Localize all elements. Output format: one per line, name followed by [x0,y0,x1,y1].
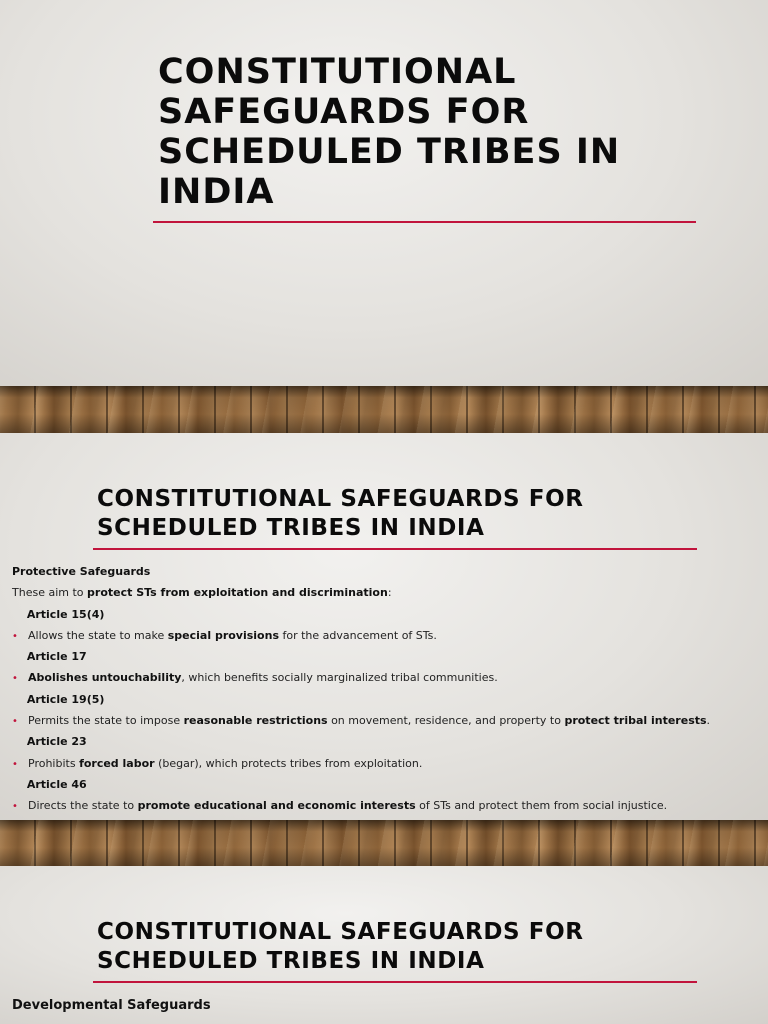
slide-3-title: CONSTITUTIONAL SAFEGUARDS FOR SCHEDULED TRIBES IN INDIA [97,919,584,974]
article-bullet: • Prohibits forced labor (begar), which protects tribes from exploitation. [12,753,752,774]
bullet-icon: • [12,673,18,685]
article-heading: Article 23 [26,735,87,749]
bullet-icon: • [12,758,18,770]
bullet-icon: • [12,630,18,642]
article-bullet: • Permits the state to impose reasonable restrictions on movement, residence, and property to protect tribal interests. [12,710,752,731]
slide-2 [0,433,768,820]
section-heading: Protective Safeguards [12,565,151,578]
article-bullet: • Directs the state to promote educational and economic interests of STs and protect them from social injustice. [12,795,752,816]
wood-floor-divider [0,820,768,866]
article-bullet: • Abolishes untouchability, which benefits socially marginalized tribal communities. [12,667,752,688]
slide-1-title: CONSTITUTIONAL SAFEGUARDS FOR SCHEDULED TRIBES IN INDIA [158,52,621,212]
article-heading: Article 17 [26,650,87,664]
wood-floor-divider [0,386,768,433]
slide-2-title-rule [93,548,697,550]
article-heading: Article 15(4) [26,607,105,621]
article-heading: Article 19(5) [26,692,105,706]
slide-2-content [12,561,752,817]
section-heading: Developmental Safeguards [12,998,211,1013]
bullet-icon: • [12,716,18,728]
article-heading: Article 46 [26,777,87,791]
slide-1 [0,0,768,386]
slide-1-title-rule [153,221,696,223]
slide-3 [0,866,768,1024]
intro-text: These aim to protect STs from exploitation and discrimination: [12,586,392,600]
article-bullet: • Allows the state to make special provisions for the advancement of STs. [12,625,752,646]
slide-3-title-rule [93,981,697,983]
slide-3-content [12,995,752,1016]
bullet-icon: • [12,801,18,813]
slide-2-title: CONSTITUTIONAL SAFEGUARDS FOR SCHEDULED TRIBES IN INDIA [97,486,584,541]
